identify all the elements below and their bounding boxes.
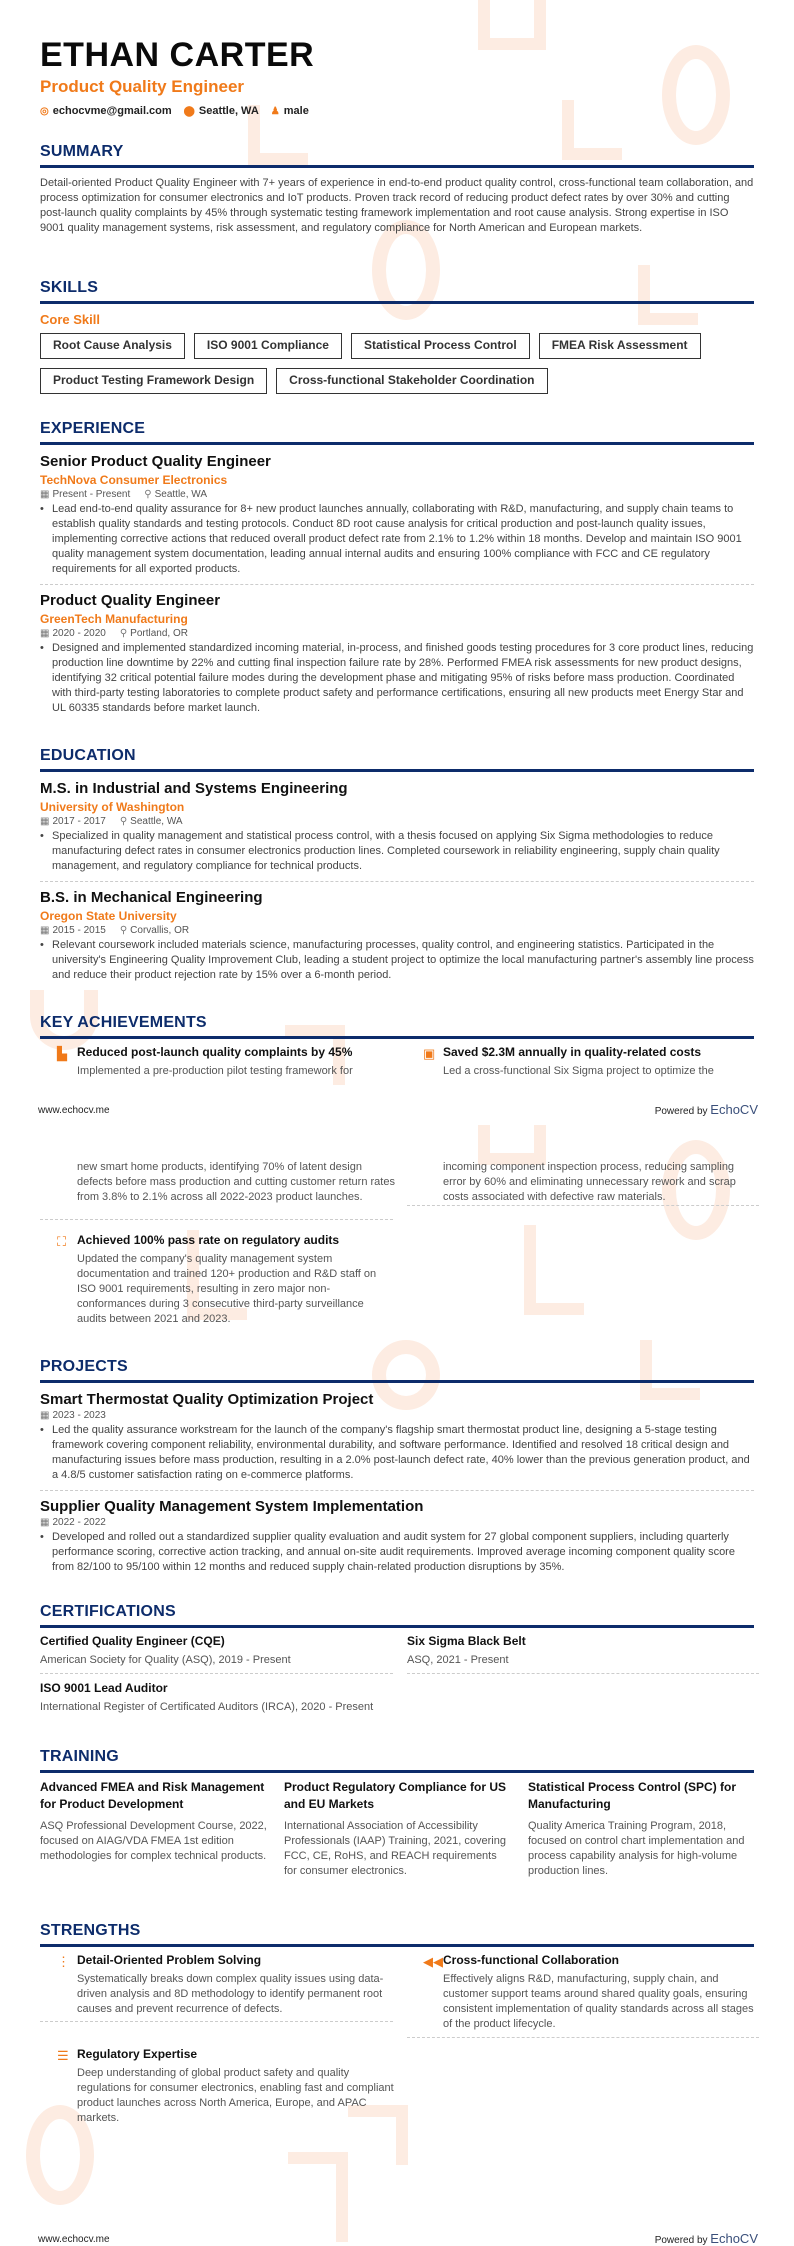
skills-section bbox=[40, 279, 754, 394]
decor-shape bbox=[524, 1225, 584, 1315]
achievement-description: Updated the company's quality management system documentation and trained 120+ production and R&D staff on ISO 9001 requirements, resulting in zero major non-conformances during 3 consecutive third-party surveillance audits between 2021 and 2023. bbox=[77, 1253, 377, 1325]
achievement-description: new smart home products, identifying 70% of latent design defects before mass production and cutting customer return rates from 3.8% to 2.1% across all 2022-2023 product launches. bbox=[77, 1161, 395, 1203]
edu-dates: 2017 - 2017 bbox=[52, 816, 106, 827]
decor-shape bbox=[478, 1125, 546, 1165]
cert-title: ISO 9001 Lead Auditor bbox=[40, 1681, 168, 1695]
project-item bbox=[40, 1391, 754, 1483]
item-divider bbox=[40, 2021, 393, 2022]
bullet-icon: • bbox=[40, 642, 44, 654]
achievements-section bbox=[40, 1014, 754, 1047]
skill-tag: Product Testing Framework Design bbox=[40, 368, 267, 394]
job-description: Designed and implemented standardized incoming material, in-process, and finished goods testing procedures for 3 core product lines, reducing production line downtime by 22% and cutting final inspection failure rate by 28%. Performed FMEA risk assessments for new product designs, identifying 32 critical potential failure modes during the development phase and mitigating 95% of risks before mass production. Coordinated with third-party testing laboratories to complete product safety and performance certifications, ensuring all new products meet Energy Star and UL 60335 standards before market launch. bbox=[52, 642, 754, 714]
project-title: Smart Thermostat Quality Optimization Project bbox=[40, 1391, 374, 1408]
email-icon: ◎ bbox=[40, 106, 49, 117]
training-item bbox=[528, 1779, 756, 1879]
school-name: University of Washington bbox=[40, 800, 185, 814]
section-divider bbox=[40, 1625, 754, 1628]
section-divider bbox=[40, 301, 754, 304]
job-dates: Present - Present bbox=[52, 489, 131, 500]
strength-item bbox=[57, 1953, 395, 2017]
training-title: Product Regulatory Compliance for US and EU Markets bbox=[284, 1780, 507, 1811]
chip-icon: ▣ bbox=[423, 1046, 436, 1061]
skill-group-label: Core Skill bbox=[40, 312, 100, 327]
brand-logo[interactable]: EchoCV bbox=[710, 2231, 758, 2246]
location-pin-icon: ⚲ bbox=[144, 489, 152, 500]
item-divider bbox=[40, 881, 754, 882]
certification-item bbox=[40, 1634, 393, 1681]
section-divider bbox=[40, 1036, 754, 1039]
skill-tag: Statistical Process Control bbox=[351, 333, 530, 359]
achievement-continuation bbox=[77, 1160, 395, 1205]
skill-tag: FMEA Risk Assessment bbox=[539, 333, 701, 359]
footer-powered bbox=[655, 1102, 758, 1117]
project-description: Developed and rolled out a standardized supplier quality evaluation and audit system for 27 global component suppliers, including quarterly performance scoring, corrective action tracking, and annual on-site audit requirements. Improved average incoming component quality score from 82/100 to 95/100 within 12 months and reduced supply chain-related production disruptions by 35%. bbox=[52, 1531, 735, 1573]
email[interactable]: echocvme@gmail.com bbox=[52, 105, 172, 117]
training-title: Advanced FMEA and Risk Management for Product Development bbox=[40, 1780, 265, 1811]
project-dates: 2023 - 2023 bbox=[52, 1410, 106, 1421]
section-divider bbox=[40, 1944, 754, 1947]
location-pin-icon: ⬤ bbox=[183, 106, 195, 117]
footer-site[interactable]: www.echocv.me bbox=[38, 2234, 110, 2245]
strength-description: Systematically breaks down complex quality issues using data-driven analysis and 8D methodology to identify permanent root causes and prevent recurrence of defects. bbox=[77, 1973, 384, 2015]
bullet-icon: • bbox=[40, 1531, 44, 1543]
certifications-section bbox=[40, 1603, 754, 1636]
section-heading: SUMMARY bbox=[40, 143, 124, 160]
experience-section bbox=[40, 420, 754, 716]
company-name: TechNova Consumer Electronics bbox=[40, 473, 228, 487]
location: Seattle, WA bbox=[198, 105, 259, 117]
section-heading: EXPERIENCE bbox=[40, 420, 146, 437]
project-item bbox=[40, 1498, 754, 1575]
decor-shape bbox=[288, 2152, 348, 2242]
gender: male bbox=[283, 105, 309, 117]
item-divider bbox=[407, 2037, 759, 2038]
strength-description: Deep understanding of global product safety and quality regulations for consumer electronics, enabling fast and compliant product launches across North America, Europe, and APAC markets. bbox=[77, 2067, 394, 2124]
job-title: Product Quality Engineer bbox=[40, 592, 221, 609]
footer-powered bbox=[655, 2231, 758, 2246]
section-heading: TRAINING bbox=[40, 1748, 119, 1765]
strengths-section bbox=[40, 1922, 754, 1955]
section-heading: SKILLS bbox=[40, 279, 99, 296]
achievement-title: Reduced post-launch quality complaints by 45% bbox=[77, 1045, 353, 1059]
section-heading: EDUCATION bbox=[40, 747, 136, 764]
education-item bbox=[40, 780, 754, 874]
candidate-name: ETHAN CARTER bbox=[40, 36, 315, 74]
training-item bbox=[284, 1779, 512, 1879]
person-icon: ♟ bbox=[270, 106, 280, 117]
edu-dates: 2015 - 2015 bbox=[52, 925, 106, 936]
job-dates: 2020 - 2020 bbox=[52, 628, 106, 639]
job-location: Seattle, WA bbox=[154, 489, 208, 500]
summary-section bbox=[40, 143, 754, 236]
company-name: GreenTech Manufacturing bbox=[40, 612, 188, 626]
section-divider bbox=[40, 769, 754, 772]
cert-title: Six Sigma Black Belt bbox=[407, 1634, 526, 1648]
location-pin-icon: ⚲ bbox=[119, 628, 128, 639]
project-dates: 2022 - 2022 bbox=[52, 1517, 106, 1528]
section-heading: KEY ACHIEVEMENTS bbox=[40, 1014, 207, 1031]
achievement-description: incoming component inspection process, reducing sampling error by 60% and eliminating unnecessary rework and scrap costs associated with defective raw materials. bbox=[443, 1161, 736, 1203]
rewind-icon: ◀◀ bbox=[423, 1954, 443, 1969]
bullet-icon: • bbox=[40, 830, 44, 842]
section-divider bbox=[40, 1770, 754, 1773]
strength-title: Regulatory Expertise bbox=[77, 2047, 198, 2061]
target-icon: ⛶ bbox=[57, 1234, 67, 1249]
location-pin-icon: ⚲ bbox=[119, 816, 128, 827]
job-title: Senior Product Quality Engineer bbox=[40, 453, 271, 470]
education-item bbox=[40, 889, 754, 983]
training-description: Quality America Training Program, 2018, focused on control chart implementation and process capability analysis for high-volume production lines. bbox=[528, 1820, 745, 1877]
edu-location: Corvallis, OR bbox=[130, 925, 190, 936]
projects-section bbox=[40, 1358, 754, 1575]
section-divider bbox=[40, 165, 754, 168]
degree: B.S. in Mechanical Engineering bbox=[40, 889, 263, 906]
footer-site[interactable]: www.echocv.me bbox=[38, 1105, 110, 1116]
resume-header bbox=[40, 36, 754, 117]
item-divider bbox=[407, 1673, 759, 1674]
edu-description: Relevant coursework included materials science, manufacturing processes, quality control, and engineering statistics. Participated in the university's Engineering Quality Improvement Club, leading a student project to optimize the local manufacturing partner's assembly line process and reduce their product rejection rate by 15% over a 6-month period. bbox=[52, 939, 754, 981]
experience-item bbox=[40, 592, 754, 716]
cert-title: Certified Quality Engineer (CQE) bbox=[40, 1634, 225, 1648]
skill-tags bbox=[40, 333, 754, 394]
edu-description: Specialized in quality management and statistical process control, with a thesis focused on applying Six Sigma methodologies to reduce manufacturing defect rates in consumer electronics production lines. Completed coursework in reliability engineering, supply chain quality management, and regulatory compliance for technical products. bbox=[52, 830, 720, 872]
calendar-icon: ▦ bbox=[40, 925, 50, 936]
degree: M.S. in Industrial and Systems Engineering bbox=[40, 780, 348, 797]
section-heading: CERTIFICATIONS bbox=[40, 1603, 176, 1620]
training-description: ASQ Professional Development Course, 2022, focused on AIAG/VDA FMEA 1st edition methodologies for complex technical products. bbox=[40, 1820, 267, 1862]
strength-item bbox=[57, 2047, 395, 2126]
brand-logo[interactable]: EchoCV bbox=[710, 1102, 758, 1117]
bullet-icon: • bbox=[40, 1424, 44, 1436]
strength-title: Detail-Oriented Problem Solving bbox=[77, 1953, 262, 1967]
job-location: Portland, OR bbox=[130, 628, 188, 639]
bullet-icon: • bbox=[40, 939, 44, 951]
item-divider bbox=[40, 1219, 393, 1220]
item-divider bbox=[407, 1205, 759, 1206]
training-description: International Association of Accessibility Professionals (IAAP) Training, 2021, covering FCC, CE, RoHS, and REACH requirements for consumer electronics. bbox=[284, 1820, 506, 1877]
job-description: Lead end-to-end quality assurance for 8+ new product launches annually, collaborating with R&D, manufacturing, and supply chain teams to establish quality standards and testing protocols. Conduct 8D root cause analysis for critical production and post-launch quality issues, implementing corrective actions that reduced overall product defect rate from 2.1% to 1.2% within 18 months. Develop and maintain ISO 9001 quality management system documentation, leading annual internal audits and ensuring 100% compliance with FCC and CE regulatory requirements for all exported products. bbox=[52, 503, 742, 575]
achievement-description: Led a cross-functional Six Sigma project to optimize the bbox=[443, 1065, 714, 1077]
item-divider bbox=[40, 584, 754, 585]
training-section bbox=[40, 1748, 754, 1781]
achievement-title: Saved $2.3M annually in quality-related costs bbox=[443, 1045, 702, 1059]
achievement-item bbox=[57, 1233, 395, 1327]
strength-description: Effectively aligns R&D, manufacturing, supply chain, and customer support teams around shared quality goals, ensuring consistent implementation of quality standards across all stages of the product lifecycle. bbox=[443, 1973, 754, 2030]
achievement-title: Achieved 100% pass rate on regulatory audits bbox=[77, 1233, 340, 1247]
calendar-icon: ▦ bbox=[40, 628, 50, 639]
calendar-icon: ▦ bbox=[40, 1517, 50, 1528]
calendar-icon: ▦ bbox=[40, 489, 50, 500]
training-title: Statistical Process Control (SPC) for Manufacturing bbox=[528, 1780, 737, 1811]
contact-info bbox=[40, 105, 754, 117]
achievement-description: Implemented a pre-production pilot testing framework for bbox=[77, 1065, 353, 1077]
section-heading: STRENGTHS bbox=[40, 1922, 141, 1939]
cert-detail: ASQ, 2021 - Present bbox=[407, 1654, 509, 1666]
project-title: Supplier Quality Management System Implementation bbox=[40, 1498, 424, 1515]
candidate-title: Product Quality Engineer bbox=[40, 77, 245, 96]
school-name: Oregon State University bbox=[40, 909, 177, 923]
document-icon: ▙ bbox=[57, 1046, 67, 1061]
section-divider bbox=[40, 1380, 754, 1383]
education-section bbox=[40, 747, 754, 983]
cert-detail: International Register of Certificated Auditors (IRCA), 2020 - Present bbox=[40, 1701, 374, 1713]
dots-icon: ⋮ bbox=[57, 1954, 70, 1969]
project-description: Led the quality assurance workstream for the launch of the company's flagship smart thermostat product line, designing a 5-stage testing framework covering component reliability, environmental durability, and software performance. Identified and resolved 18 critical design and manufacturing issues before mass production, resulting in a 2.0% post-launch defect rate, 40% lower than the previous generation product, and a 4.8/5 customer satisfaction rating on e-commerce platforms. bbox=[52, 1424, 750, 1481]
achievement-item bbox=[423, 1045, 758, 1079]
training-item bbox=[40, 1779, 268, 1864]
strength-title: Cross-functional Collaboration bbox=[443, 1953, 620, 1967]
skill-tag: Cross-functional Stakeholder Coordination bbox=[276, 368, 547, 394]
experience-item bbox=[40, 453, 754, 577]
summary-text: Detail-oriented Product Quality Engineer with 7+ years of experience in end-to-end product quality control, cross-functional team collaboration, and process optimization for consumer electronics and IoT products. Proven track record of reducing product defect rates by over 30% and cutting post-launch quality complaints by 45% through systematic testing framework implementation and root cause analysis. Strong expertise in ISO 9001 quality management systems, risk assessment, and regulatory compliance for North American and European markets. bbox=[40, 177, 754, 234]
item-divider bbox=[40, 1673, 393, 1674]
list-icon: ☰ bbox=[57, 2048, 69, 2063]
skill-tag: ISO 9001 Compliance bbox=[194, 333, 342, 359]
bullet-icon: • bbox=[40, 503, 44, 515]
calendar-icon: ▦ bbox=[40, 816, 50, 827]
certification-item bbox=[407, 1634, 759, 1681]
strength-item bbox=[423, 1953, 758, 2032]
cert-detail: American Society for Quality (ASQ), 2019 - Present bbox=[40, 1654, 291, 1666]
certification-item bbox=[40, 1681, 440, 1713]
edu-location: Seattle, WA bbox=[130, 816, 183, 827]
section-divider bbox=[40, 442, 754, 445]
achievement-item bbox=[57, 1045, 397, 1079]
powered-by-label: Powered by bbox=[654, 1106, 708, 1117]
calendar-icon: ▦ bbox=[40, 1410, 50, 1421]
section-heading: PROJECTS bbox=[40, 1358, 128, 1375]
item-divider bbox=[40, 1490, 754, 1491]
achievement-continuation bbox=[443, 1160, 758, 1205]
location-pin-icon: ⚲ bbox=[119, 925, 128, 936]
skill-tag: Root Cause Analysis bbox=[40, 333, 185, 359]
powered-by-label: Powered by bbox=[654, 2235, 708, 2246]
